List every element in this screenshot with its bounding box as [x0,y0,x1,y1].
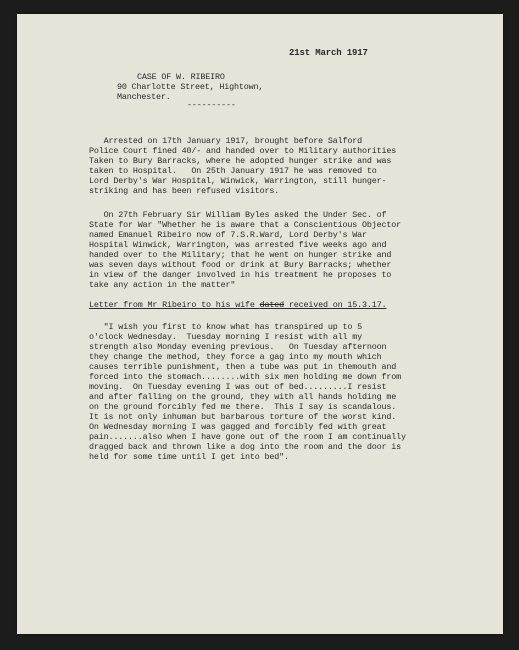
text-line: they change the method, they force a gag into my mouth which [89,352,382,362]
text-line: State for War "Whether he is aware that a Conscientious Objector [89,220,402,230]
text-line: named Emanuel Ribeiro now of 7.S.R.Ward, Lord Derby's War [89,230,367,240]
letter-heading-part-1: Letter from Mr Ribeiro to his wife [89,300,260,310]
text-line: moving. On Tuesday evening I was out of bed.........I resist [89,382,387,392]
text-line: striking and has been refused visitors. [89,186,280,196]
text-line: taken to Hospital. On 25th January 1917 he was removed to [89,166,377,176]
text-line: Lord Derby's War Hospital, Winwick, Warrington, still hunger- [89,176,387,186]
letter-heading-part-2: received on 15.3.17. [284,300,387,310]
text-line: "I wish you first to know what has transpired up to 5 [89,322,363,332]
text-line: On 27th February Sir William Byles asked the Under Sec. of [89,210,387,220]
case-address-line-2: Manchester. [117,92,171,102]
text-line: was seven days without food or drink at Bury Barracks; whether [89,260,392,270]
text-line: On Wednesday morning I was gagged and forcibly fed with great [89,422,387,432]
text-line: on the ground forcibly fed me there. This I say is scandalous. [89,402,397,412]
text-line: Hospital Winwick, Warrington, was arrested five weeks ago and [89,240,387,250]
text-line: in view of the danger involved in his treatment he proposes to [89,270,392,280]
text-line: Arrested on 17th January 1917, brought before Salford [89,136,363,146]
text-line: forced into the stomach........with six men holding me down from [89,372,402,382]
text-line: dragged back and thrown like a dog into the room and the door is [89,442,402,452]
text-line: It is not only inhuman but barbarous torture of the worst kind. [89,412,397,422]
text-line: held for some time until I get into bed". [89,452,289,462]
text-line: Police Court fined 40/- and handed over to Military authorities [89,146,397,156]
text-line: Taken to Bury Barracks, where he adopted hunger strike and was [89,156,392,166]
text-line: o'clock Wednesday. Tuesday morning I resist with all my [89,332,363,342]
document-date: 21st March 1917 [289,48,368,58]
letter-heading [89,300,386,310]
text-line: handed over to the Military; that he went on hunger strike and [89,250,392,260]
text-line: pain.......also when I have gone out of the room I am continually [89,432,406,442]
document-page [17,14,503,634]
letter-heading-struck-word: dated [259,300,285,310]
text-line: strength also Monday evening previous. On Tuesday afternoon [89,342,387,352]
text-line: and after falling on the ground, they with all hands holding me [89,392,397,402]
text-line: take any action in the matter" [89,280,236,290]
title-rule: ---------- [187,100,236,110]
text-line: causes terrible punishment, then a tube was put in themouth and [89,362,397,372]
case-title: CASE OF W. RIBEIRO [137,72,225,82]
case-address-line-1: 90 Charlotte Street, Hightown, [117,82,264,92]
